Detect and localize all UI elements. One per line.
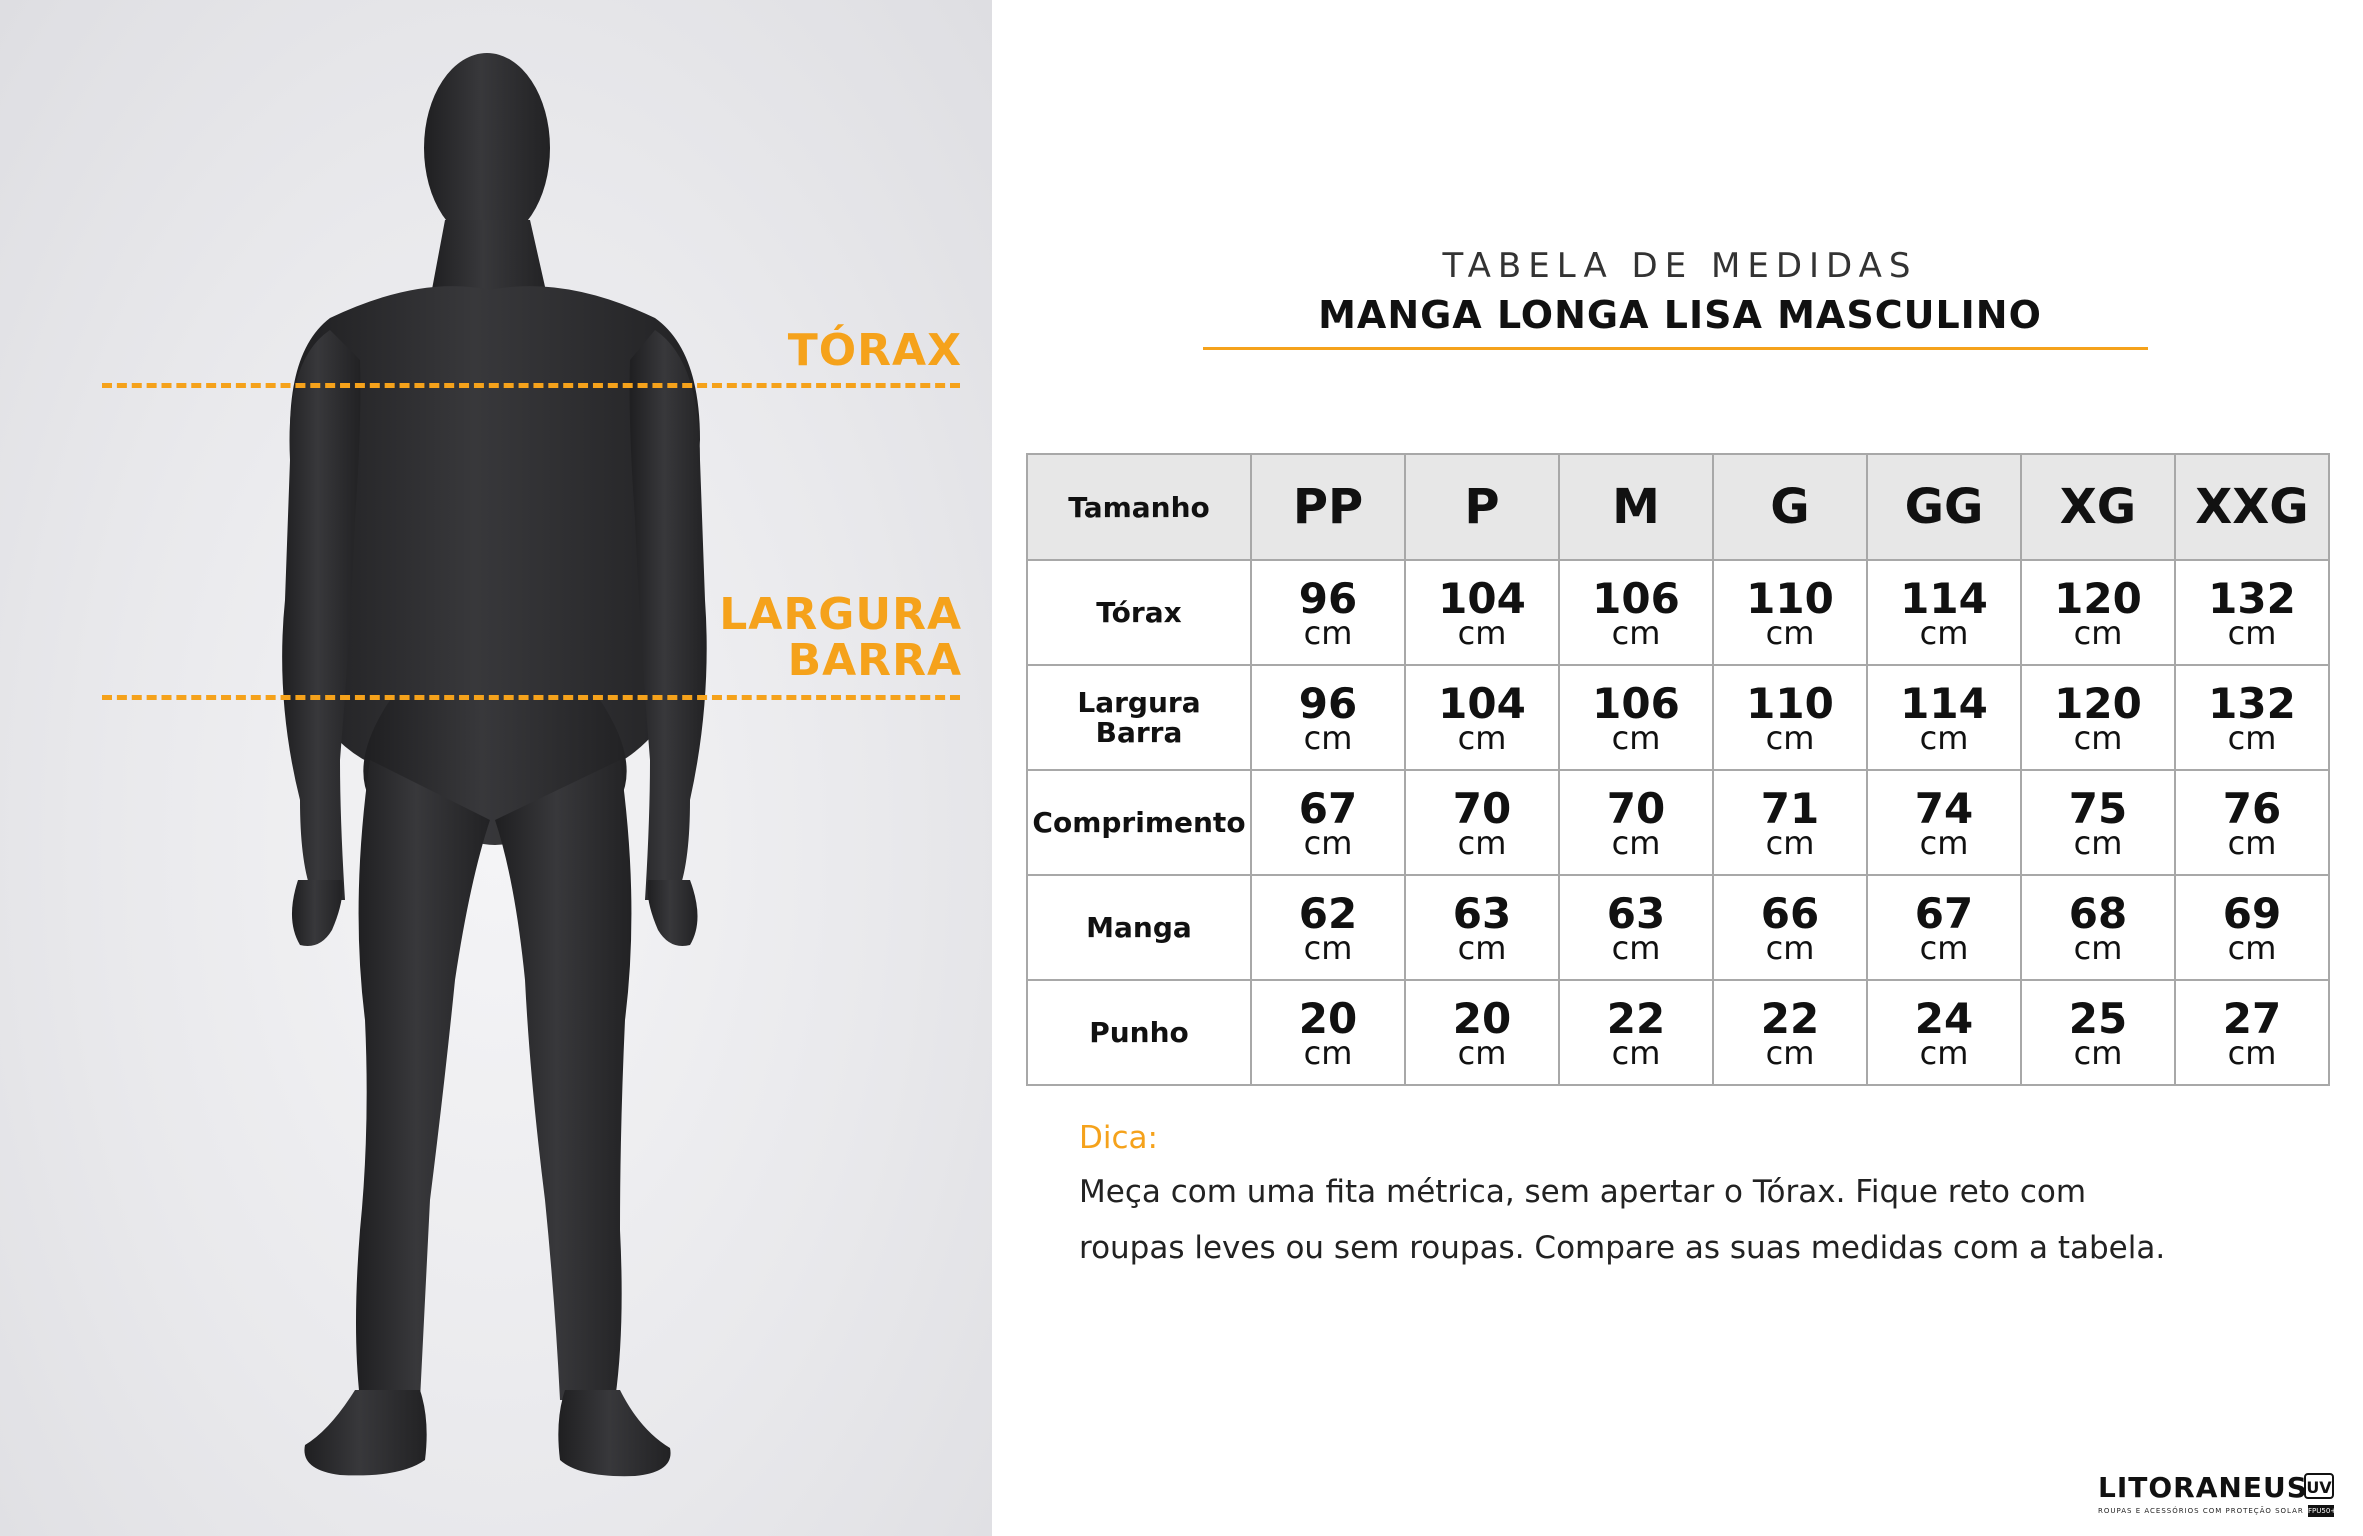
table-row (1027, 665, 2329, 770)
table-cell (1713, 665, 1867, 770)
cell-value: 106 (1592, 573, 1680, 623)
cell-unit: cm (1765, 1033, 1815, 1072)
cell-unit: cm (2227, 1033, 2277, 1072)
cell-value: 70 (1606, 783, 1666, 833)
cell-value: 120 (2054, 678, 2142, 728)
table-cell (2175, 665, 2329, 770)
header-divider (1203, 347, 2148, 350)
table-cell (2021, 980, 2175, 1085)
table-cell (1713, 875, 1867, 980)
table-cell (1405, 770, 1559, 875)
table-cell (1405, 980, 1559, 1085)
cell-value: 62 (1298, 888, 1358, 938)
torax-label: TÓRAX (787, 325, 962, 376)
row-label (1027, 770, 1251, 875)
cell-value: 67 (1298, 783, 1358, 833)
cell-unit: cm (1303, 928, 1353, 967)
cell-unit: cm (1457, 718, 1507, 757)
size-table-body (1027, 560, 2329, 1085)
chart-subtitle: TABELA DE MEDIDAS (1442, 246, 1918, 286)
size-header-pp: PP (1251, 454, 1405, 560)
cell-value: 22 (1606, 993, 1666, 1043)
cell-unit: cm (2227, 718, 2277, 757)
cell-value: 69 (2222, 888, 2282, 938)
table-cell (1405, 665, 1559, 770)
cell-unit: cm (1919, 823, 1969, 862)
cell-unit: cm (1765, 928, 1815, 967)
row-label (1027, 560, 1251, 665)
cell-unit: cm (1303, 718, 1353, 757)
size-header-p: P (1405, 454, 1559, 560)
table-cell (1867, 665, 2021, 770)
cell-value: 74 (1914, 783, 1974, 833)
cell-unit: cm (1919, 928, 1969, 967)
table-cell (1713, 770, 1867, 875)
cell-unit: cm (1303, 823, 1353, 862)
cell-unit: cm (2073, 823, 2123, 862)
brand-logo (2098, 1471, 2337, 1523)
table-row (1027, 560, 2329, 665)
table-cell (1867, 980, 2021, 1085)
cell-unit: cm (1765, 823, 1815, 862)
cell-value: 114 (1900, 678, 1988, 728)
row-label-text: Punho (1089, 1015, 1189, 1049)
cell-unit: cm (2073, 1033, 2123, 1072)
table-cell (2175, 980, 2329, 1085)
size-header-xg: XG (2021, 454, 2175, 560)
size-header-gg: GG (1867, 454, 2021, 560)
cell-value: 110 (1746, 573, 1834, 623)
row-label-text: Barra (1095, 715, 1183, 749)
table-cell (1559, 875, 1713, 980)
table-cell (1867, 875, 2021, 980)
fps-badge: FPU50+ (2308, 1507, 2337, 1515)
cell-value: 70 (1452, 783, 1512, 833)
table-cell (2175, 560, 2329, 665)
cell-value: 25 (2068, 993, 2128, 1043)
row-label-text: Largura (1077, 685, 1201, 719)
cell-unit: cm (1611, 1033, 1661, 1072)
tip-text-line-2: roupas leves ou sem roupas. Compare as suas medidas com a tabela. (1079, 1230, 2166, 1266)
cell-unit: cm (1457, 928, 1507, 967)
cell-value: 110 (1746, 678, 1834, 728)
cell-unit: cm (2073, 613, 2123, 652)
table-cell (1251, 875, 1405, 980)
table-cell (1559, 665, 1713, 770)
cell-unit: cm (1457, 613, 1507, 652)
cell-unit: cm (1303, 613, 1353, 652)
size-header-row (1027, 454, 2329, 560)
table-cell (2021, 665, 2175, 770)
cell-value: 104 (1438, 573, 1526, 623)
cell-value: 68 (2068, 888, 2128, 938)
mannequin-figure (0, 0, 992, 1536)
size-header-m: M (1559, 454, 1713, 560)
cell-value: 66 (1760, 888, 1820, 938)
table-cell (1251, 665, 1405, 770)
row-label-text: Tórax (1096, 595, 1182, 629)
cell-unit: cm (1457, 1033, 1507, 1072)
table-cell (1867, 560, 2021, 665)
largura-barra-label (0, 589, 962, 686)
logo-wordmark: LITORANEUS (2098, 1471, 2308, 1504)
tip-text-line-1: Meça com uma fita métrica, sem apertar o Tórax. Fique reto com (1079, 1174, 2087, 1210)
cell-value: 71 (1760, 783, 1820, 833)
size-header-g: G (1713, 454, 1867, 560)
table-row (1027, 875, 2329, 980)
cell-value: 20 (1298, 993, 1358, 1043)
table-cell (2021, 875, 2175, 980)
row-label (1027, 980, 1251, 1085)
cell-value: 96 (1298, 678, 1358, 728)
table-cell (1405, 560, 1559, 665)
table-cell (1713, 560, 1867, 665)
cell-value: 120 (2054, 573, 2142, 623)
cell-value: 63 (1606, 888, 1666, 938)
cell-value: 114 (1900, 573, 1988, 623)
cell-value: 96 (1298, 573, 1358, 623)
table-cell (1559, 980, 1713, 1085)
row-label-text: Comprimento (1032, 805, 1246, 839)
cell-value: 27 (2222, 993, 2282, 1043)
cell-unit: cm (1611, 928, 1661, 967)
cell-value: 63 (1452, 888, 1512, 938)
cell-unit: cm (1457, 823, 1507, 862)
cell-value: 20 (1452, 993, 1512, 1043)
largura-label-line1: LARGURA (719, 589, 962, 640)
table-cell (1405, 875, 1559, 980)
cell-value: 132 (2208, 678, 2296, 728)
cell-unit: cm (1919, 718, 1969, 757)
mannequin-panel (0, 0, 992, 1536)
cell-unit: cm (1765, 718, 1815, 757)
cell-value: 24 (1914, 993, 1974, 1043)
cell-value: 104 (1438, 678, 1526, 728)
table-cell (1867, 770, 2021, 875)
table-cell (1251, 980, 1405, 1085)
table-cell (1251, 770, 1405, 875)
table-row (1027, 770, 2329, 875)
chart-title: MANGA LONGA LISA MASCULINO (1318, 293, 2042, 337)
cell-unit: cm (1919, 613, 1969, 652)
tip-title: Dica: (1079, 1120, 1158, 1156)
row-label-text: Manga (1086, 910, 1192, 944)
table-cell (1559, 560, 1713, 665)
uv-badge: UV (2304, 1473, 2334, 1499)
cell-value: 132 (2208, 573, 2296, 623)
size-header-xxg: XXG (2175, 454, 2329, 560)
cell-value: 76 (2222, 783, 2282, 833)
cell-value: 67 (1914, 888, 1974, 938)
table-cell (2021, 770, 2175, 875)
table-cell (2021, 560, 2175, 665)
table-cell (1559, 770, 1713, 875)
cell-unit: cm (1611, 613, 1661, 652)
cell-unit: cm (1765, 613, 1815, 652)
cell-value: 75 (2068, 783, 2128, 833)
table-cell (1251, 560, 1405, 665)
largura-label-line2: BARRA (787, 635, 962, 686)
cell-value: 106 (1592, 678, 1680, 728)
corner-header: Tamanho (1027, 454, 1251, 560)
table-cell (1713, 980, 1867, 1085)
logo-tagline: ROUPAS E ACESSÓRIOS COM PROTEÇÃO SOLAR (2098, 1507, 2304, 1515)
cell-unit: cm (1919, 1033, 1969, 1072)
row-label (1027, 665, 1251, 770)
cell-unit: cm (1611, 718, 1661, 757)
row-label (1027, 875, 1251, 980)
table-cell (2175, 770, 2329, 875)
barra-dashed-line (102, 695, 960, 700)
cell-unit: cm (1611, 823, 1661, 862)
cell-unit: cm (2227, 928, 2277, 967)
cell-unit: cm (1303, 1033, 1353, 1072)
size-table (1026, 453, 2330, 1086)
torax-dashed-line (102, 383, 960, 388)
cell-unit: cm (2073, 928, 2123, 967)
cell-unit: cm (2227, 613, 2277, 652)
table-row (1027, 980, 2329, 1085)
cell-unit: cm (2073, 718, 2123, 757)
cell-unit: cm (2227, 823, 2277, 862)
table-cell (2175, 875, 2329, 980)
cell-value: 22 (1760, 993, 1820, 1043)
